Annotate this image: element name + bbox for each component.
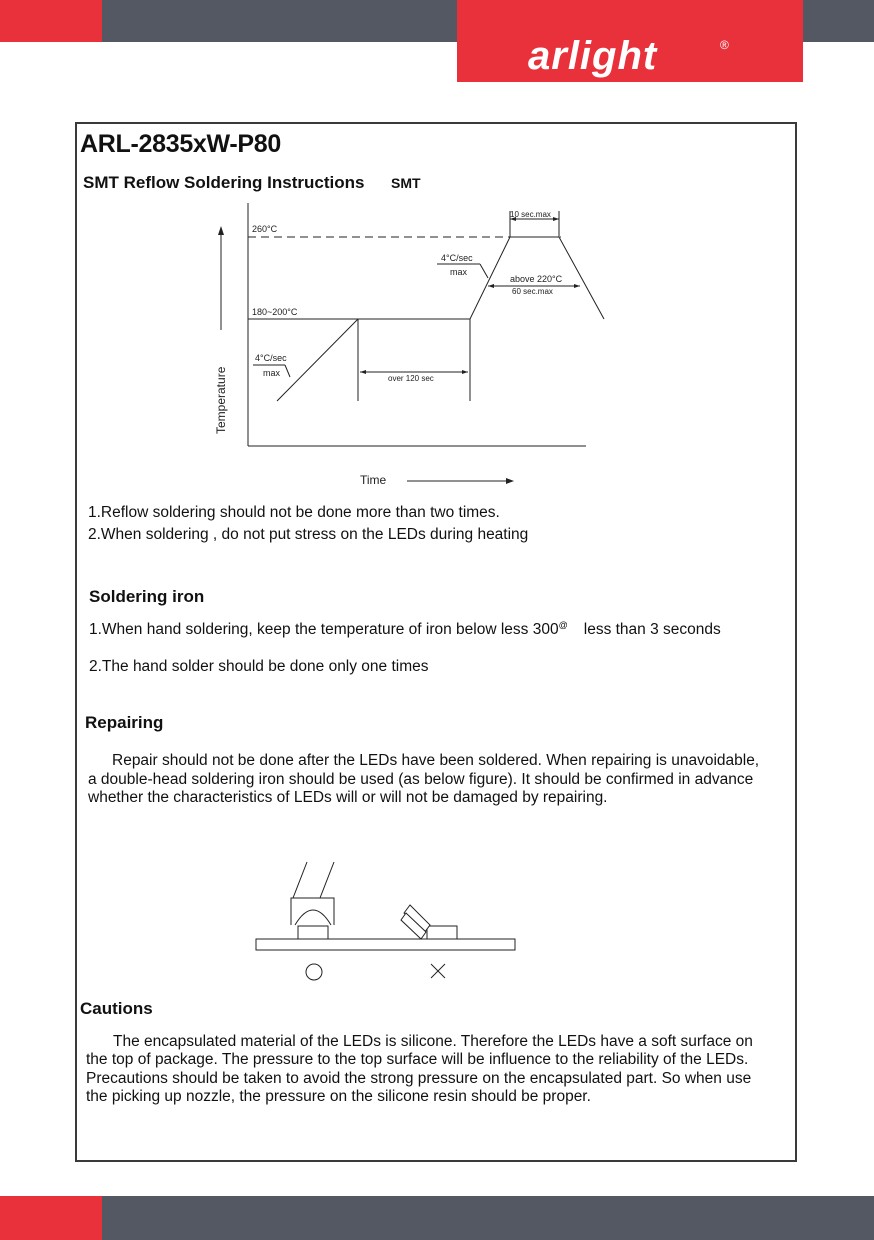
ok-mark-icon <box>306 964 322 980</box>
repairing-line-1: Repair should not be done after the LEDs have been soldered. When repairing is unavoidable, <box>112 752 760 769</box>
single-head-iron <box>401 905 430 939</box>
iron-heading: Soldering iron <box>89 587 205 606</box>
degree-symbol: @ <box>558 620 568 630</box>
smt-tag: SMT <box>391 175 421 191</box>
iron-line-1-text: 1.When hand soldering, keep the temperature of iron below less 300 <box>89 621 559 639</box>
ramp-rate2-label: 4°C/sec <box>441 253 473 263</box>
preheat-time-label: over 120 sec <box>388 374 434 383</box>
ramp-rate2-max-label: max <box>450 267 468 277</box>
double-head-iron <box>291 862 334 925</box>
peak-temp-label: 260°C <box>252 224 278 234</box>
repairing-line-3: whether the characteristics of LEDs will or will not be damaged by repairing. <box>88 789 608 806</box>
x-axis-label: Time <box>360 473 387 487</box>
above-temp-label: above 220°C <box>510 274 563 284</box>
cautions-heading: Cautions <box>80 999 153 1018</box>
repairing-heading: Repairing <box>85 713 164 732</box>
brand-logo: arlight <box>528 34 658 78</box>
cautions-line-1: The encapsulated material of the LEDs is silicone. Therefore the LEDs have a soft surface on <box>113 1033 753 1050</box>
page-title: ARL-2835xW-P80 <box>80 130 281 158</box>
footer-accent-bar <box>0 1196 102 1240</box>
iron-line-1-duration: less than 3 seconds <box>583 621 721 639</box>
cautions-line-4: the picking up nozzle, the pressure on the silicone resin should be proper. <box>86 1088 591 1105</box>
led-right <box>427 926 457 939</box>
registered-mark: ® <box>720 38 729 52</box>
smt-note-2: 2.When soldering , do not put stress on the LEDs during heating <box>88 526 529 543</box>
smt-heading: SMT Reflow Soldering Instructions <box>83 173 365 192</box>
pcb-board <box>256 939 515 950</box>
peak-time-label: 10 sec.max <box>510 210 551 219</box>
y-axis-label: Temperature <box>214 366 228 434</box>
led-left <box>298 926 328 939</box>
above-time-label: 60 sec.max <box>512 287 553 296</box>
iron-line-2: 2.The hand solder should be done only one times <box>89 658 429 675</box>
footer-gray-bar <box>102 1196 874 1240</box>
preheat-temp-label: 180~200°C <box>252 307 298 317</box>
ramp-rate-label: 4°C/sec <box>255 353 287 363</box>
smt-note-1: 1.Reflow soldering should not be done more than two times. <box>88 504 500 521</box>
repairing-line-2: a double-head soldering iron should be used (as below figure). It should be confirmed in advance <box>88 771 754 788</box>
cautions-line-2: the top of package. The pressure to the top surface will be influence to the reliability of the LEDs. <box>86 1051 749 1068</box>
cautions-line-3: Precautions should be taken to avoid the strong pressure on the encapsulated part. So when use <box>86 1070 752 1087</box>
ramp-rate-max-label: max <box>263 368 281 378</box>
